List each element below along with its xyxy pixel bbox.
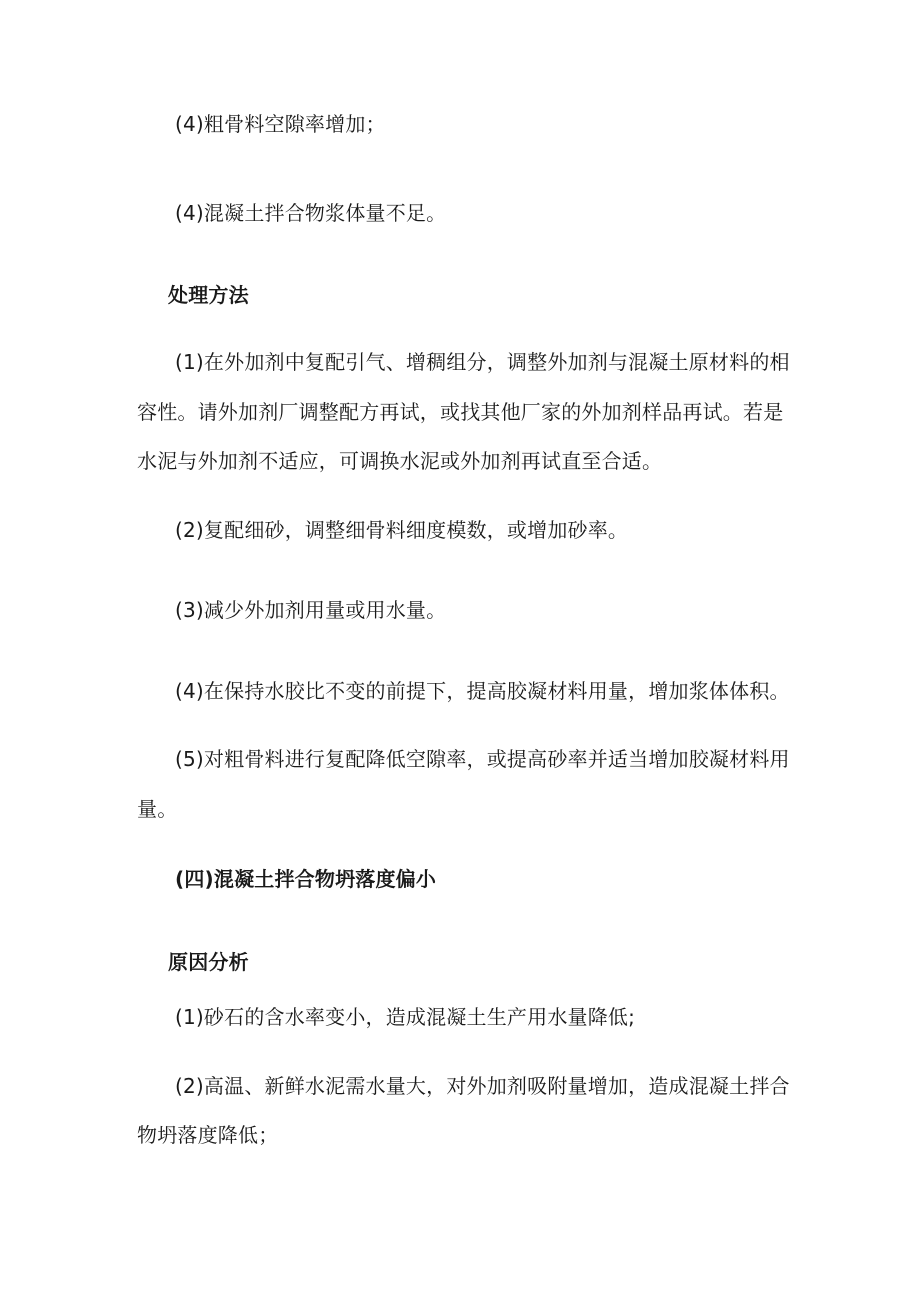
treatment-item-5-line-2: 量。 (137, 797, 178, 821)
cause-item-2-line-1: (2)高温、新鲜水泥需水量大，对外加剂吸附量增加，造成混凝土拌合 (175, 1074, 790, 1098)
cause-item-2-line-2: 物坍落度降低； (137, 1123, 279, 1147)
treatment-item-1-line-2: 容性。请外加剂厂调整配方再试，或找其他厂家的外加剂样品再试。若是 (137, 400, 784, 424)
treatment-item-3: (3)减少外加剂用量或用水量。 (175, 598, 447, 622)
treatment-item-1-line-3: 水泥与外加剂不适应，可调换水泥或外加剂再试直至合适。 (137, 449, 663, 473)
treatment-item-2: (2)复配细砂，调整细骨料细度模数，或增加砂率。 (175, 518, 629, 542)
treatment-item-4: (4)在保持水胶比不变的前提下，提高胶凝材料用量，增加浆体体积。 (175, 679, 790, 703)
section-heading-treatment: 处理方法 (168, 283, 249, 307)
treatment-item-1-line-1: (1)在外加剂中复配引气、增稠组分，调整外加剂与混凝土原材料的相 (175, 350, 790, 374)
section-heading-slump-low: (四)混凝土拌合物坍落度偏小 (175, 867, 437, 891)
section-heading-cause-analysis: 原因分析 (168, 950, 249, 974)
cause-item-4b: (4)混凝土拌合物浆体量不足。 (175, 201, 447, 225)
treatment-item-5-line-1: (5)对粗骨料进行复配降低空隙率，或提高砂率并适当增加胶凝材料用 (175, 747, 790, 771)
cause-item-4a: (4)粗骨料空隙率增加； (175, 112, 386, 136)
cause-item-1: (1)砂石的含水率变小，造成混凝土生产用水量降低; (175, 1005, 636, 1029)
